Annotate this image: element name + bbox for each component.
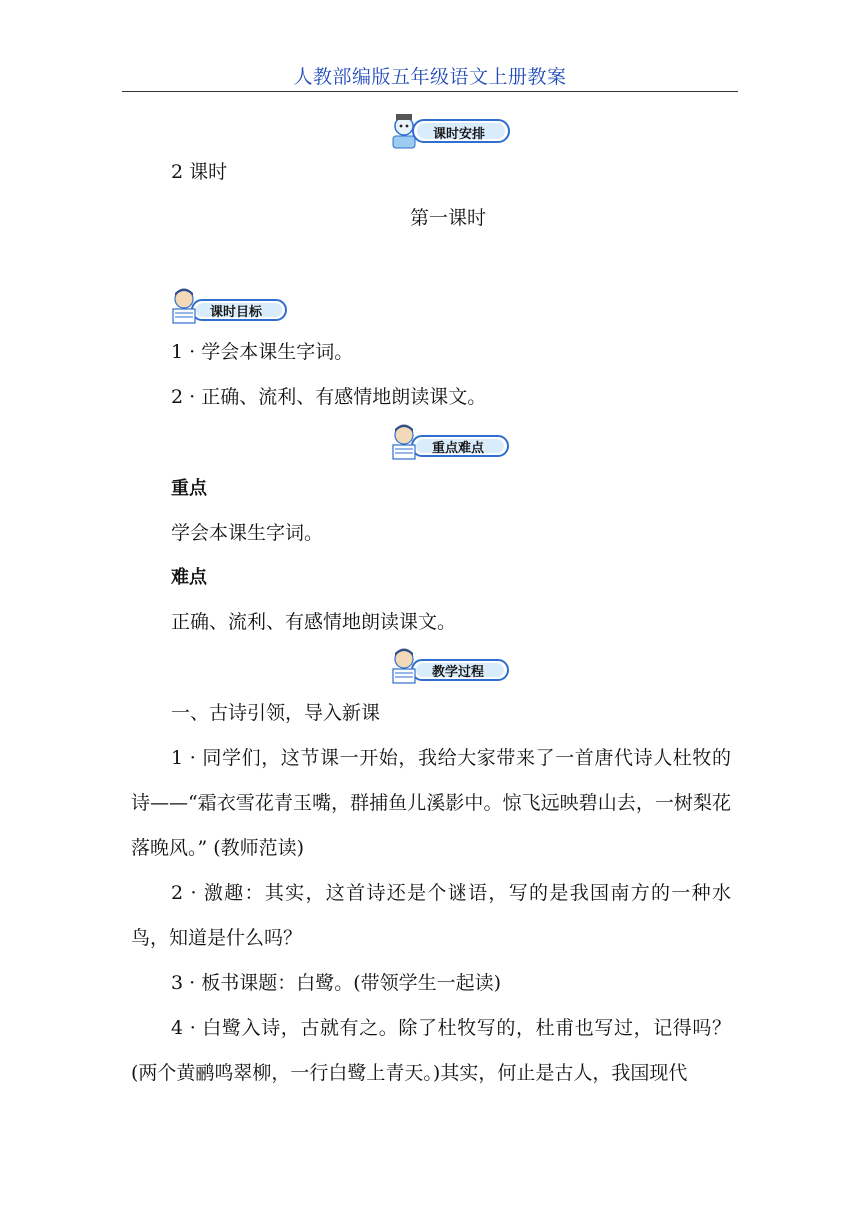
objective-item-2: 2 · 正确、流利、有感情地朗读课文。 (171, 386, 487, 408)
schedule-hours: 2 课时 (171, 161, 228, 183)
lesson-title: 第一课时 (410, 207, 487, 229)
key-heading: 重点 (171, 478, 207, 499)
badge-process (390, 648, 510, 686)
process-section-heading: 一、古诗引领，导入新课 (171, 702, 381, 724)
process-paragraph-4: 4 · 白鹭入诗，古就有之。除了杜牧写的，杜甫也写过，记得吗？(两个黄鹂鸣翠柳，一行白鹭上青天。)其实，何止是古人，我国现代 (131, 1017, 731, 1084)
process-paragraph-3: 3 · 板书课题：白鹭。(带领学生一起读) (171, 972, 502, 994)
badge-schedule (387, 112, 511, 152)
header-divider (122, 91, 738, 92)
process-paragraph-2: 2 · 激趣：其实，这首诗还是个谜语，写的是我国南方的一种水鸟，知道是什么吗？ (131, 882, 731, 949)
badge-key-points (390, 424, 510, 462)
badge-schedule-label: 课时安排 (433, 127, 486, 142)
badge-objectives-label: 课时目标 (210, 305, 263, 320)
key-text: 学会本课生字词。 (171, 522, 324, 544)
badge-process-label: 教学过程 (432, 665, 485, 680)
difficult-text: 正确、流利、有感情地朗读课文。 (171, 611, 457, 633)
objective-item-1: 1 · 学会本课生字词。 (171, 341, 354, 363)
document-header-title: 人教部编版五年级语文上册教案 (293, 66, 567, 88)
difficult-heading: 难点 (171, 567, 207, 588)
badge-objectives (170, 288, 288, 326)
process-paragraph-1: 1 · 同学们，这节课一开始，我给大家带来了一首唐代诗人杜牧的诗——“霜衣雪花青玉嘴，群捕鱼儿溪影中。惊飞远映碧山去，一树梨花落晚风。” (教师范读) (131, 747, 731, 859)
badge-key-points-label: 重点难点 (432, 441, 485, 456)
